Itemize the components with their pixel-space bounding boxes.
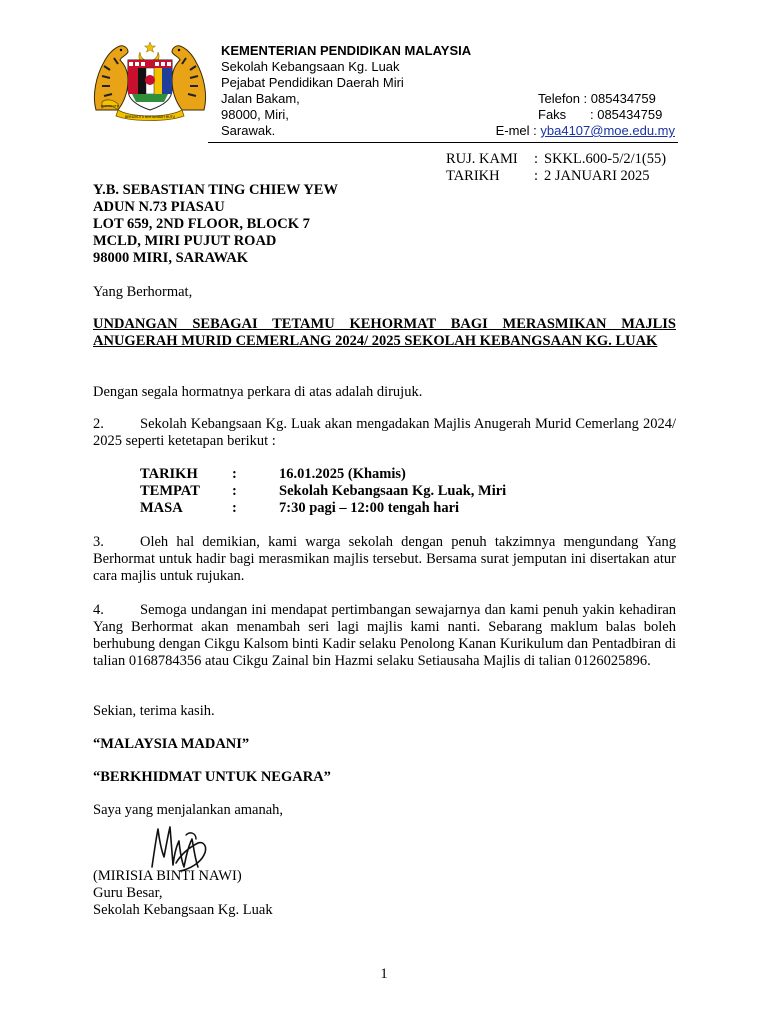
signature-block (93, 868, 676, 919)
paragraph-number: 3. (93, 534, 104, 550)
detail-label: MASA (140, 500, 183, 516)
district-office: Pejabat Pendidikan Daerah Miri (221, 75, 404, 90)
paragraph-3 (93, 534, 676, 585)
paragraph-number: 4. (93, 602, 104, 618)
letter-subject: UNDANGAN SEBAGAI TETAMU KEHORMAT BAGI MERASMIKAN MAJLIS ANUGERAH MURID CEMERLANG 2024/ 2025 SEKOLAH KEBANGSAAN KG. LUAK (93, 316, 676, 349)
salutation: Yang Berhormat, (93, 284, 193, 300)
signatory-school: Sekolah Kebangsaan Kg. Luak (93, 902, 273, 918)
school-name: Sekolah Kebangsaan Kg. Luak (221, 59, 400, 74)
faks-label: Faks (538, 107, 567, 122)
letterhead-contact (470, 91, 675, 139)
paragraph-number: 2. (93, 416, 104, 432)
email-link[interactable]: yba4107@moe.edu.my (540, 123, 675, 138)
paragraph-text: Semoga undangan ini mendapat pertimbangan sewajarnya dan kami penuh yakin kehadiran Yang Berhormat akan menambah seri lagi majlis kami nanti. Sebarang maklum balas boleh berhubung dengan Cikgu Kalsom binti Kadir selaku Penolong Kanan Kurikulum dan Pentadbiran di talian 0168784356 atau Cikgu Zainal bin Hazmi selaku Setiausaha Majlis di talian 0126025896. (93, 602, 676, 669)
slogan-berkhidmat: “BERKHIDMAT UNTUK NEGARA” (93, 769, 331, 785)
signatory-name: (MIRISIA BINTI NAWI) (93, 868, 242, 884)
reference-block: RUJ. KAMI : SKKL.600-5/2/1(55) TARIKH : 2 JANUARI 2025 (446, 151, 667, 184)
page-number: 1 (380, 966, 388, 982)
detail-value: 16.01.2025 (Khamis) (279, 466, 406, 482)
event-details: TARIKH : 16.01.2025 (Khamis) TEMPAT : Sekolah Kebangsaan Kg. Luak, Miri MASA : 7:30 pagi – 12:00 tengah hari (140, 466, 507, 516)
recipient-line: 98000 MIRI, SARAWAK (93, 250, 249, 266)
detail-label: TARIKH (140, 466, 198, 482)
letterhead-left (221, 43, 471, 139)
address-line: Jalan Bakam, (221, 91, 300, 106)
shield-icon (128, 60, 172, 110)
ministry-name: KEMENTERIAN PENDIDIKAN MALAYSIA (221, 43, 472, 58)
recipient-address (93, 182, 338, 267)
right-tiger-icon (172, 46, 206, 110)
telefon-line: Telefon : 085434759 (538, 91, 656, 106)
detail-label: TEMPAT (140, 483, 200, 499)
recipient-line: LOT 659, 2ND FLOOR, BLOCK 7 (93, 216, 310, 232)
amanah-line: Saya yang menjalankan amanah, (93, 802, 284, 818)
faks-value: : 085434759 (590, 107, 663, 122)
signatory-title: Guru Besar, (93, 885, 163, 901)
detail-value: Sekolah Kebangsaan Kg. Luak, Miri (279, 483, 507, 499)
detail-value: 7:30 pagi – 12:00 tengah hari (279, 500, 460, 516)
recipient-line: Y.B. SEBASTIAN TING CHIEW YEW (93, 182, 338, 198)
recipient-line: MCLD, MIRI PUJUT ROAD (93, 233, 277, 249)
address-line: Sarawak. (221, 123, 276, 138)
email-label: E-mel : (495, 123, 537, 138)
closing: Sekian, terima kasih. (93, 703, 215, 719)
svg-text:BERSEKUTU: BERSEKUTU (101, 104, 119, 108)
address-line: 98000, Miri, (221, 107, 289, 122)
header-divider (208, 142, 678, 143)
paragraph-text: Oleh hal demikian, kami warga sekolah dengan penuh takzimnya mengundang Yang Berhormat untuk hadir bagi merasmikan majlis tersebut. Bersama surat jemputan ini disertakan atur cara majlis untuk rujukan. (93, 534, 676, 584)
tarikh-label: TARIKH (446, 168, 500, 184)
svg-text:BERSEKUTU BERTAMBAH MUTU: BERSEKUTU BERTAMBAH MUTU (124, 115, 176, 119)
paragraph-4 (93, 602, 676, 670)
tarikh-value: 2 JANUARI 2025 (544, 168, 650, 184)
paragraph-text: Sekolah Kebangsaan Kg. Luak akan mengadakan Majlis Anugerah Murid Cemerlang 2024/ 2025 seperti ketetapan berikut : (93, 416, 676, 449)
paragraph-2 (93, 416, 676, 450)
ruj-value: SKKL.600-5/2/1(55) (544, 151, 667, 167)
paragraph-1: Dengan segala hormatnya perkara di atas adalah dirujuk. (93, 384, 423, 400)
recipient-line: ADUN N.73 PIASAU (93, 199, 225, 215)
slogan-madani: “MALAYSIA MADANI” (93, 736, 250, 752)
ruj-label: RUJ. KAMI (446, 151, 518, 167)
coat-of-arms-icon (88, 40, 212, 122)
